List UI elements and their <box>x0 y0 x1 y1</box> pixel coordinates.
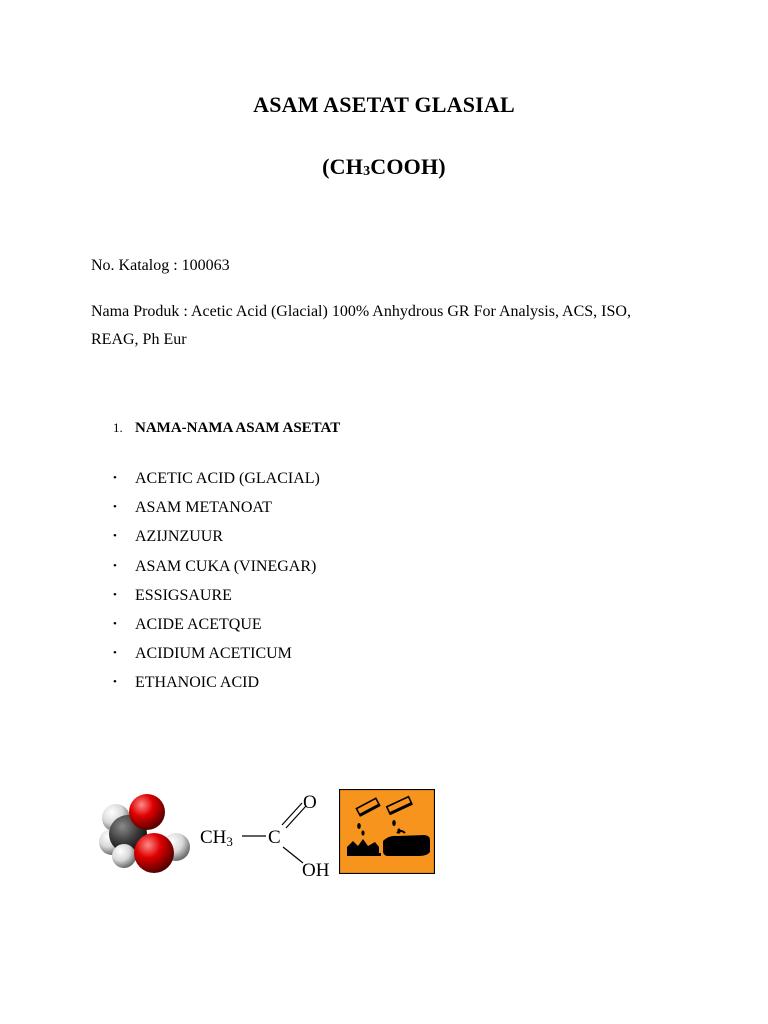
catalog-number: No. Katalog : 100063 <box>91 257 230 274</box>
bullet-icon: • <box>113 559 117 572</box>
list-item-text: ESSIGSAURE <box>135 586 232 604</box>
list-item <box>113 464 320 493</box>
formula-open: (CH <box>322 154 364 179</box>
list-item <box>113 552 320 581</box>
list-item-text: ASAM METANOAT <box>135 499 272 517</box>
list-item <box>113 522 320 551</box>
chemical-formula <box>0 154 768 180</box>
list-item <box>113 668 320 697</box>
list-item-text: ETHANOIC ACID <box>135 674 259 692</box>
hazard-background <box>340 790 435 874</box>
list-item-text: ACETIC ACID (GLACIAL) <box>135 470 320 487</box>
list-item-text: AZIJNZUUR <box>135 528 223 546</box>
single-bond-line <box>283 847 303 863</box>
hydrogen-atom <box>112 844 136 868</box>
bullet-icon: • <box>113 676 117 689</box>
corrosive-hazard-icon <box>339 789 435 874</box>
bullet-icon: • <box>113 530 117 543</box>
carbon-label: C <box>268 827 281 848</box>
bullet-icon: • <box>113 472 117 484</box>
list-item <box>113 639 320 668</box>
bullet-icon: • <box>113 647 117 660</box>
bullet-icon: • <box>113 588 117 601</box>
oxygen-atom <box>129 794 165 830</box>
bullet-icon: • <box>113 617 117 630</box>
oxygen-label: O <box>303 792 317 813</box>
section-number: 1. <box>113 420 123 435</box>
list-item <box>113 493 320 522</box>
synonym-list <box>113 464 320 698</box>
section-title: NAMA-NAMA ASAM ASETAT <box>135 420 341 436</box>
document-title: ASAM ASETAT GLASIAL <box>253 92 515 117</box>
section-heading <box>113 420 340 437</box>
list-item-text: ASAM CUKA (VINEGAR) <box>135 557 317 575</box>
methyl-label: CH3 <box>200 827 233 849</box>
product-name: Nama Produk : Acetic Acid (Glacial) 100% Anhydrous GR For Analysis, ACS, ISO, REAG, Ph Eur <box>91 303 631 348</box>
list-item-text: ACIDE ACETQUE <box>135 615 262 633</box>
structural-formula-diagram <box>196 790 336 882</box>
hydroxyl-label: OH <box>302 860 330 881</box>
list-item-text: ACIDIUM ACETICUM <box>135 645 292 663</box>
list-item <box>113 581 320 610</box>
formula-close: COOH) <box>370 154 446 179</box>
molecule-model-image <box>92 790 192 880</box>
list-item <box>113 610 320 639</box>
bullet-icon: • <box>113 501 117 514</box>
formula-subscript: 3 <box>363 164 371 179</box>
oxygen-atom <box>134 833 174 873</box>
